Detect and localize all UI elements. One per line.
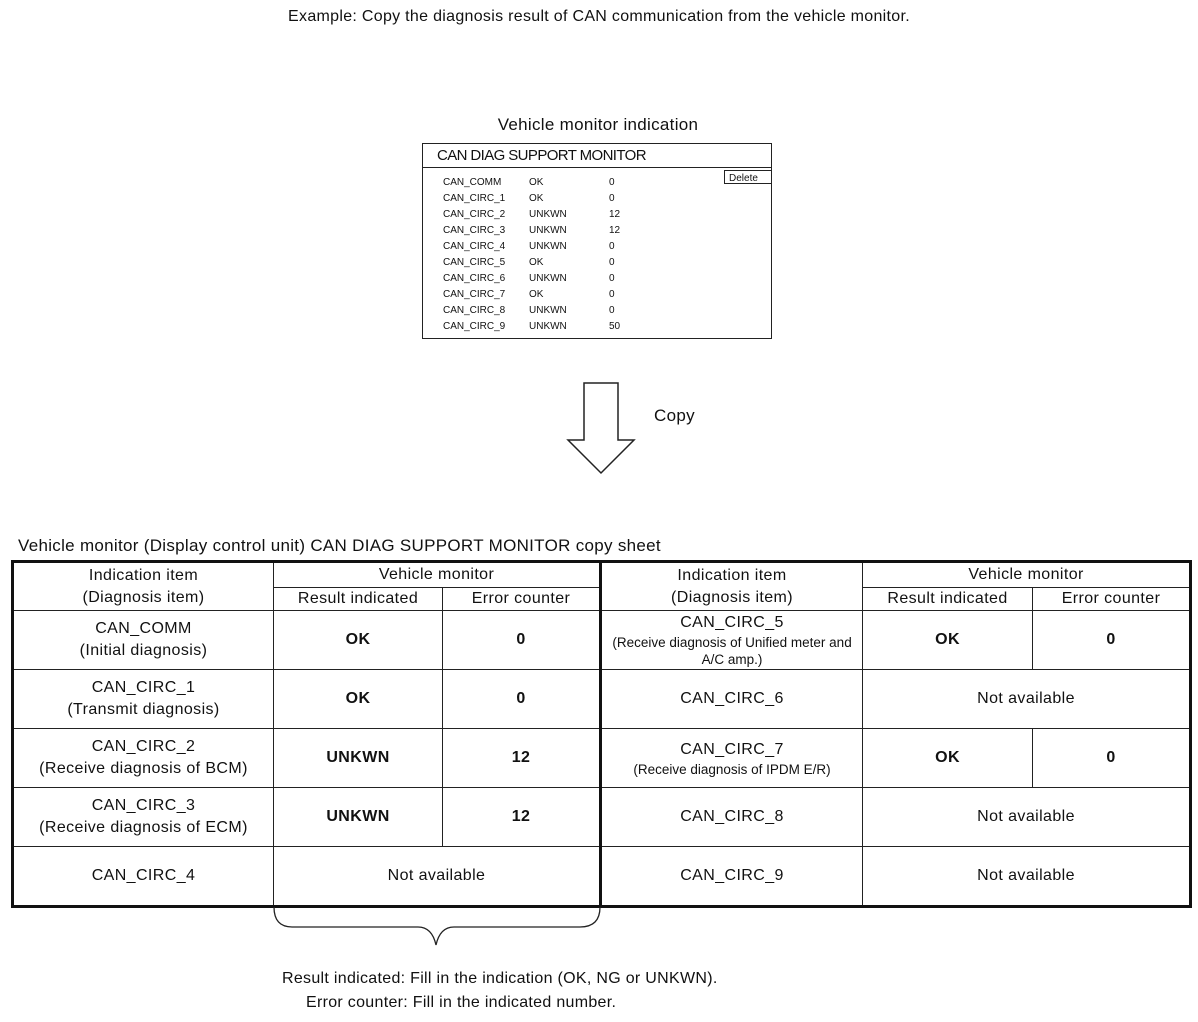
count-cell: 0 [1033,611,1191,670]
monitor-item: CAN_COMM [443,177,502,188]
note-error-counter: Error counter: Fill in the indicated number. [306,994,617,1011]
result-cell: OK [274,670,443,729]
monitor-row [443,287,649,303]
monitor-result: UNKWN [529,225,567,236]
monitor-row [443,271,649,287]
count-cell: 0 [443,670,601,729]
monitor-item: CAN_CIRC_7 [443,289,506,300]
monitor-count: 0 [609,305,615,316]
item-name: CAN_CIRC_7 [680,740,784,758]
monitor-row [443,223,649,239]
monitor-item: CAN_CIRC_5 [443,257,506,268]
item-cell [13,788,274,847]
item-name: CAN_COMM [95,620,192,637]
header-indication-item [13,562,274,611]
item-name: CAN_CIRC_1 [91,679,196,696]
item-cell [13,611,274,670]
monitor-result: UNKWN [529,305,567,316]
table-row [13,729,1191,788]
example-title: Example: Copy the diagnosis result of CAN communication from the vehicle monitor. [288,8,910,25]
sheet-title: Vehicle monitor (Display control unit) CAN DIAG SUPPORT MONITOR copy sheet [18,536,661,555]
result-cell: UNKWN [274,788,443,847]
not-available-cell: Not available [863,670,1191,729]
monitor-item: CAN_CIRC_4 [443,241,506,252]
not-available-cell: Not available [863,847,1191,907]
monitor-item: CAN_CIRC_9 [443,321,506,332]
item-cell [13,729,274,788]
count-cell: 0 [443,611,601,670]
down-arrow-icon [566,382,636,476]
item-cell [601,729,863,788]
monitor-row [443,191,649,207]
monitor-row [443,303,649,319]
header-diagnosis-label: (Diagnosis item) [671,588,794,606]
result-cell: OK [863,729,1033,788]
monitor-result: OK [529,289,544,300]
monitor-count: 0 [609,257,615,268]
monitor-result: UNKWN [529,241,567,252]
header-result-indicated: Result indicated [274,588,443,611]
monitor-count: 0 [609,289,615,300]
item-name: CAN_CIRC_2 [91,738,196,755]
monitor-result: UNKWN [529,209,567,220]
monitor-result: UNKWN [529,273,567,284]
monitor-result: OK [529,257,544,268]
monitor-item: CAN_CIRC_3 [443,225,506,236]
monitor-count: 0 [609,273,615,284]
item-cell [601,611,863,670]
item-cell [601,788,863,847]
not-available-cell: Not available [863,788,1191,847]
result-cell: OK [274,611,443,670]
brace-icon [272,905,604,949]
item-description: (Receive diagnosis of IPDM E/R) [633,761,831,777]
item-name: CAN_CIRC_9 [680,867,784,884]
item-name: CAN_CIRC_5 [680,614,784,631]
not-available-cell: Not available [274,847,601,907]
header-error-counter: Error counter [443,588,601,611]
header-indication-label: Indication item [88,566,199,584]
copy-sheet-table [11,560,1192,908]
copy-label: Copy [654,406,695,425]
header-diagnosis-label: (Diagnosis item) [82,588,205,606]
monitor-count: 50 [609,321,621,332]
monitor-count: 12 [609,209,621,220]
count-cell: 12 [443,788,601,847]
monitor-result: OK [529,193,544,204]
item-description: (Receive diagnosis of ECM) [39,819,248,836]
count-cell: 0 [1033,729,1191,788]
vehicle-monitor-screen [422,143,772,339]
header-indication-item [601,562,863,611]
item-description: (Receive diagnosis of BCM) [39,760,248,777]
result-cell: UNKWN [274,729,443,788]
item-cell [13,847,274,907]
table-row [13,670,1191,729]
header-error-counter: Error counter [1033,588,1191,611]
monitor-row [443,255,649,271]
item-name: CAN_CIRC_8 [680,808,784,825]
item-description: (Transmit diagnosis) [67,701,220,718]
monitor-row [443,239,649,255]
monitor-rows [443,175,649,335]
monitor-count: 0 [609,193,615,204]
header-vehicle-monitor: Vehicle monitor [863,562,1191,588]
monitor-count: 12 [609,225,621,236]
monitor-count: 0 [609,177,615,188]
item-cell [13,670,274,729]
monitor-row [443,207,649,223]
monitor-result: UNKWN [529,321,567,332]
delete-button[interactable]: Delete [724,170,772,184]
item-name: CAN_CIRC_4 [91,867,196,884]
monitor-item: CAN_CIRC_1 [443,193,506,204]
header-indication-label: Indication item [677,566,787,584]
item-description: (Receive diagnosis of Unified meter and A/C amp.) [612,635,852,667]
header-vehicle-monitor: Vehicle monitor [274,562,601,588]
monitor-count: 0 [609,241,615,252]
result-cell: OK [863,611,1033,670]
item-cell [601,847,863,907]
table-row [13,611,1191,670]
table-row [13,847,1191,907]
monitor-caption: Vehicle monitor indication [497,115,699,134]
monitor-header: CAN DIAG SUPPORT MONITOR [423,144,771,168]
table-row [13,788,1191,847]
item-name: CAN_CIRC_3 [91,797,196,814]
monitor-row [443,319,649,335]
monitor-item: CAN_CIRC_2 [443,209,506,220]
count-cell: 12 [443,729,601,788]
item-description: (Initial diagnosis) [79,642,208,659]
monitor-item: CAN_CIRC_6 [443,273,506,284]
item-name: CAN_CIRC_6 [680,690,784,707]
monitor-result: OK [529,177,544,188]
note-result-indicated: Result indicated: Fill in the indication (OK, NG or UNKWN). [282,970,718,987]
monitor-row [443,175,649,191]
monitor-item: CAN_CIRC_8 [443,305,506,316]
header-result-indicated: Result indicated [863,588,1033,611]
item-cell [601,670,863,729]
